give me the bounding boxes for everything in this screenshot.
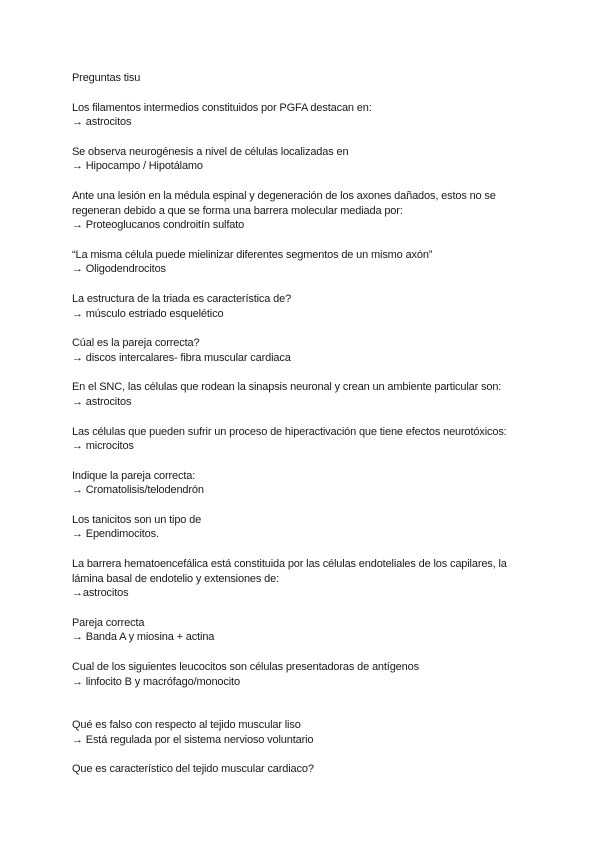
- question-text: Indique la pareja correcta:: [72, 469, 196, 482]
- question-text: Los tanicitos son un tipo de: [72, 513, 202, 526]
- qa-item-15: [72, 762, 532, 777]
- answer-text: → astrocitos: [72, 395, 132, 408]
- answer-text: → Banda A y miosina + actina: [72, 631, 215, 644]
- answer-text: → Proteoglucanos condroitín sulfato: [72, 219, 245, 232]
- qa-item-10: [72, 513, 532, 542]
- question-text: Ante una lesión en la médula espinal y degeneración de los axones dañados, estos no se regeneran debido a que se forma una barrera molecular mediada por:: [72, 189, 496, 217]
- qa-item-11: [72, 557, 532, 601]
- question-text: Cual de los siguientes leucocitos son células presentadoras de antígenos: [72, 661, 419, 674]
- question-text: Pareja correcta: [72, 616, 145, 629]
- qa-item-2: [72, 145, 532, 174]
- question-text: La estructura de la triada es característica de?: [72, 292, 292, 305]
- qa-item-4: [72, 248, 532, 277]
- answer-text: → linfocito B y macrófago/monocito: [72, 675, 240, 688]
- answer-text: →astrocitos: [72, 587, 129, 600]
- answer-text: → músculo estriado esquelético: [72, 307, 224, 320]
- answer-text: → astrocitos: [72, 116, 132, 129]
- answer-text: → microcitos: [72, 440, 134, 453]
- answer-text: → Está regulada por el sistema nervioso voluntario: [72, 733, 314, 746]
- document-title: Preguntas tisu: [72, 72, 141, 84]
- qa-item-13: [72, 660, 532, 689]
- question-text: Qué es falso con respecto al tejido muscular liso: [72, 719, 301, 732]
- answer-text: → Ependimocitos.: [72, 528, 159, 541]
- answer-text: → Cromatolisis/telodendrón: [72, 484, 204, 497]
- question-text: “La misma célula puede mielinizar diferentes segmentos de un mismo axón”: [72, 248, 433, 261]
- qa-item-3: [72, 189, 532, 233]
- qa-item-7: [72, 380, 532, 409]
- qa-item-5: [72, 292, 532, 321]
- qa-item-1: [72, 101, 532, 130]
- question-text: La barrera hematoencefálica está constituida por las células endoteliales de los capilares, la lámina basal de endotelio y extensiones de:: [72, 558, 507, 585]
- qa-item-9: [72, 469, 532, 498]
- qa-item-8: [72, 425, 532, 454]
- qa-item-14: [72, 718, 532, 747]
- question-text: Cúal es la pareja correcta?: [72, 337, 200, 350]
- question-text: En el SNC, las células que rodean la sinapsis neuronal y crean un ambiente particular son:: [72, 381, 502, 394]
- answer-text: → discos intercalares- fibra muscular cardiaca: [72, 351, 291, 364]
- qa-item-12: [72, 616, 532, 645]
- question-text: Se observa neurogénesis a nivel de células localizadas en: [72, 145, 349, 158]
- document-content: [72, 71, 532, 792]
- answer-text: → Hipocampo / Hipotálamo: [72, 160, 203, 173]
- answer-text: → Oligodendrocitos: [72, 263, 166, 276]
- question-text: Los filamentos intermedios constituidos por PGFA destacan en:: [72, 101, 372, 114]
- qa-item-6: [72, 336, 532, 365]
- question-text: Las células que pueden sufrir un proceso de hiperactivación que tiene efectos neurotóxicos:: [72, 425, 507, 438]
- question-text: Que es característico del tejido muscular cardiaco?: [72, 763, 314, 776]
